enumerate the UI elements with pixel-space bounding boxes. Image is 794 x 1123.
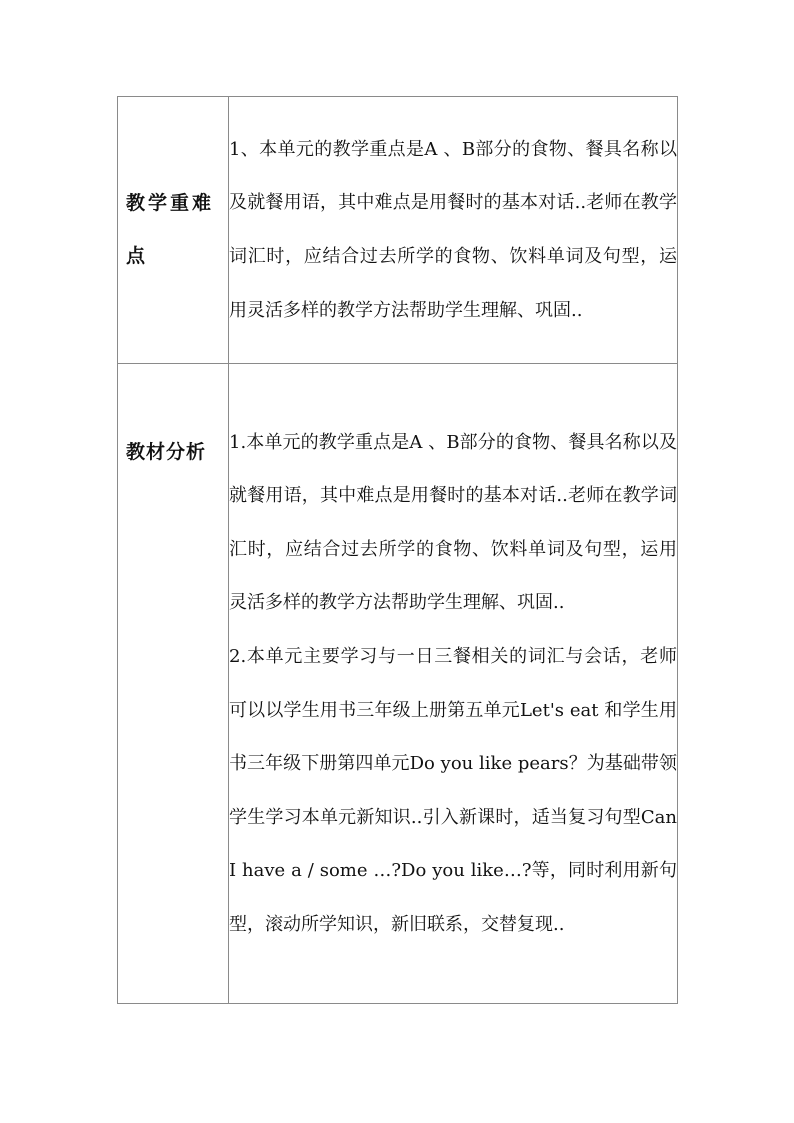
row-label-cell (118, 364, 229, 1004)
material-analysis-paragraph-2: 2.本单元主要学习与一日三餐相关的词汇与会话，老师可以以学生用书三年级上册第五单元Let's eat 和学生用书三年级下册第四单元Do you like pears？为基础带领学生学习本单元新知识..引入新课时，适当复习句型Can I have a / some …?Do you like…?等，同时利用新句型，滚动所学知识，新旧联系，交替复现.. (229, 645, 677, 935)
row-content-cell (229, 364, 678, 1004)
row-content-cell (229, 97, 678, 364)
table-row (118, 364, 678, 1004)
lesson-table (117, 96, 678, 1004)
key-points-paragraph: 1、本单元的教学重点是A 、B部分的食物、餐具名称以及就餐用语，其中难点是用餐时的基本对话..老师在教学词汇时，应结合过去所学的食物、饮料单词及句型，运用灵活多样的教学方法帮助学生理解、巩固.. (229, 138, 677, 321)
table-row (118, 97, 678, 364)
row-label-cell (118, 97, 229, 364)
row-label-key-points: 教学重难点 (126, 192, 215, 267)
material-analysis-paragraph-1: 1.本单元的教学重点是A 、B部分的食物、餐具名称以及就餐用语，其中难点是用餐时的基本对话..老师在教学词汇时，应结合过去所学的食物、饮料单词及句型，运用灵活多样的教学方法帮助学生理解、巩固.. (229, 431, 677, 614)
row-label-material-analysis: 教材分析 (126, 441, 207, 463)
